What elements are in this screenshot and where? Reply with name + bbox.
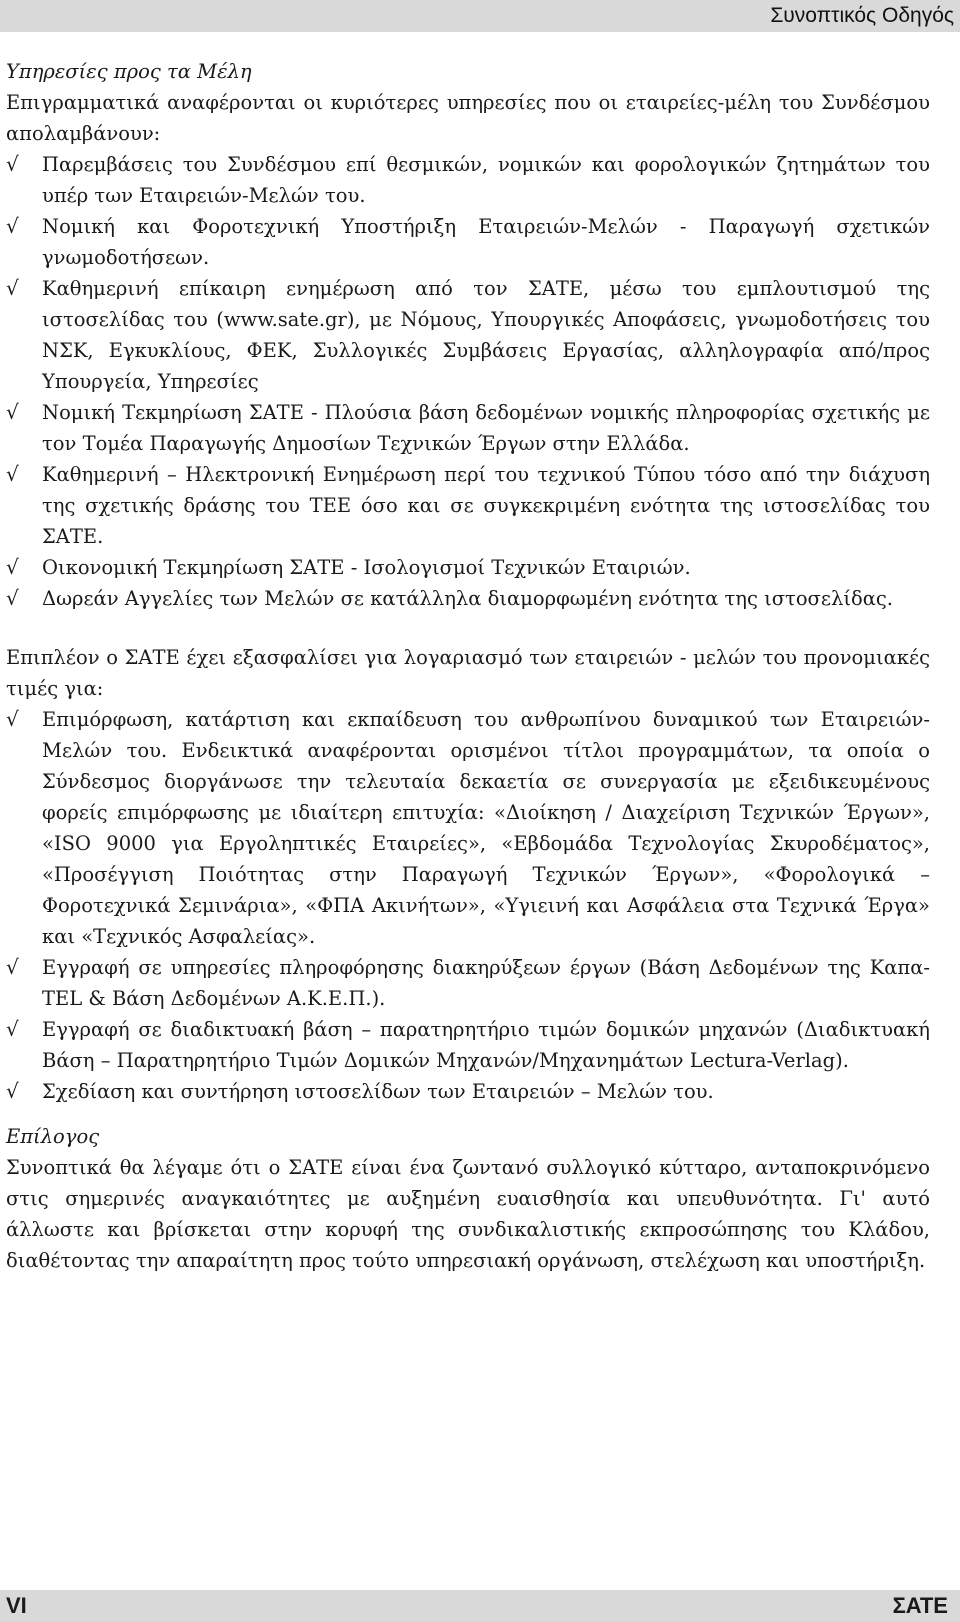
list-item [6,397,930,459]
list-item-text: Καθημερινή – Ηλεκτρονική Ενημέρωση περί του τεχνικού Τύπου τόσο από την διάχυση της σχετικής δράσης του ΤΕΕ όσο και σε συγκεκριμένη ενότητα της ιστοσελίδας του ΣΑΤΕ. [42,463,930,548]
checkmark-icon: √ [6,1079,19,1103]
benefits-intro: Επιπλέον ο ΣΑΤΕ έχει εξασφαλίσει για λογαριασμό των εταιρειών - μελών του προνομιακές τιμές για: [6,646,930,700]
list-item [6,1076,930,1107]
checkmark-icon: √ [6,214,19,238]
services-title: Υπηρεσίες προς τα Μέλη [6,60,252,83]
services-intro: Επιγραμματικά αναφέρονται οι κυριότερες υπηρεσίες που οι εταιρείες-μέλη του Συνδέσμου απολαμβάνουν: [6,91,930,145]
list-item [6,704,930,952]
checkmark-icon: √ [6,462,19,486]
document-body [6,56,930,1276]
checkmark-icon: √ [6,152,19,176]
checkmark-icon: √ [6,586,19,610]
list-item [6,149,930,211]
list-item [6,459,930,552]
list-item-text: Σχεδίαση και συντήρηση ιστοσελίδων των Εταιρειών – Μελών του. [42,1080,714,1103]
list-item-text: Δωρεάν Αγγελίες των Μελών σε κατάλληλα διαμορφωμένη ενότητα της ιστοσελίδας. [42,587,894,610]
list-item-text: Εγγραφή σε διαδικτυακή βάση – παρατηρητήριο τιμών δομικών μηχανών (Διαδικτυακή Βάση – Παρατηρητήριο Τιμών Δομικών Μηχανών/Μηχανημάτων Lectura-Verlag). [42,1018,930,1072]
list-item-text: Καθημερινή επίκαιρη ενημέρωση από τον ΣΑΤΕ, μέσω του εμπλουτισμού της ιστοσελίδας του (www.sate.gr), με Νόμους, Υπουργικές Αποφάσεις, γνωμοδοτήσεις του ΝΣΚ, Εγκυκλίους, ΦΕΚ, Συλλογικές Συμβάσεις Εργασίας, αλληλογραφία από/προς Υπουργεία, Υπηρεσίες [42,277,930,393]
checkmark-icon: √ [6,555,19,579]
services-list [6,149,930,614]
checkmark-icon: √ [6,276,19,300]
list-item-text: Οικονομική Τεκμηρίωση ΣΑΤΕ - Ισολογισμοί Τεχνικών Εταιριών. [42,556,691,579]
list-item-text: Εγγραφή σε υπηρεσίες πληροφόρησης διακηρύξεων έργων (Βάση Δεδομένων της Καπα-TEL & Βάση Δεδομένων Α.Κ.Ε.Π.). [42,956,930,1010]
list-item [6,583,930,614]
page-number: VI [6,1593,27,1618]
list-item-text: Νομική Τεκμηρίωση ΣΑΤΕ - Πλούσια βάση δεδομένων νομικής πληροφορίας σχετικής με τον Τομέα Παραγωγής Δημοσίων Τεχνικών Έργων στην Ελλάδα. [42,401,930,455]
list-item-text: Παρεμβάσεις του Συνδέσμου επί θεσμικών, νομικών και φορολογικών ζητημάτων του υπέρ των Εταιρειών-Μελών του. [42,153,930,207]
checkmark-icon: √ [6,1017,19,1041]
list-item [6,952,930,1014]
list-item [6,211,930,273]
header-title: Συνοπτικός Οδηγός [770,4,954,27]
benefits-list [6,704,930,1107]
epilogue-title: Επίλογος [6,1125,100,1148]
list-item [6,1014,930,1076]
spacer [6,1107,930,1121]
footer-organization: ΣΑΤΕ [892,1593,948,1618]
page-header [0,0,960,32]
list-item-text: Νομική και Φοροτεχνική Υποστήριξη Εταιρειών-Μελών - Παραγωγή σχετικών γνωμοδοτήσεων. [42,215,930,269]
checkmark-icon: √ [6,955,19,979]
epilogue-text: Συνοπτικά θα λέγαμε ότι ο ΣΑΤΕ είναι ένα ζωντανό συλλογικό κύτταρο, ανταποκρινόμενο στις σημερινές αναγκαιότητες με αυξημένη ευαισθησία και υπευθυνότητα. Γι' αυτό άλλωστε και βρίσκεται στην κορυφή της συνδικαλιστικής εκπροσώπησης του Κλάδου, διαθέτοντας την απαραίτητη προς τούτο υπηρεσιακή οργάνωση, στελέχωση και υποστήριξη. [6,1156,930,1272]
page-footer [0,1590,960,1622]
checkmark-icon: √ [6,707,19,731]
list-item-text: Επιμόρφωση, κατάρτιση και εκπαίδευση του ανθρωπίνου δυναμικού των Εταιρειών-Μελών του. Ενδεικτικά αναφέρονται ορισμένοι τίτλοι προγραμμάτων, τα οποία ο Σύνδεσμος διοργάνωσε την τελευταία δεκαετία σε συνεργασία με εξειδικευμένους φορείς επιμόρφωσης με ιδιαίτερη επιτυχία: «Διοίκηση / Διαχείριση Τεχνικών Έργων», «ISO 9000 για Εργοληπτικές Εταιρείες», «Εβδομάδα Τεχνολογίας Σκυροδέματος», «Προσέγγιση Ποιότητας στην Παραγωγή Τεχνικών Έργων», «Φορολογικά – Φοροτεχνικά Σεμινάρια», «ΦΠΑ Ακινήτων», «Υγιεινή και Ασφάλεια στα Τεχνικά Έργα» και «Τεχνικός Ασφαλείας». [42,708,930,948]
spacer [6,614,930,642]
list-item [6,552,930,583]
checkmark-icon: √ [6,400,19,424]
list-item [6,273,930,397]
